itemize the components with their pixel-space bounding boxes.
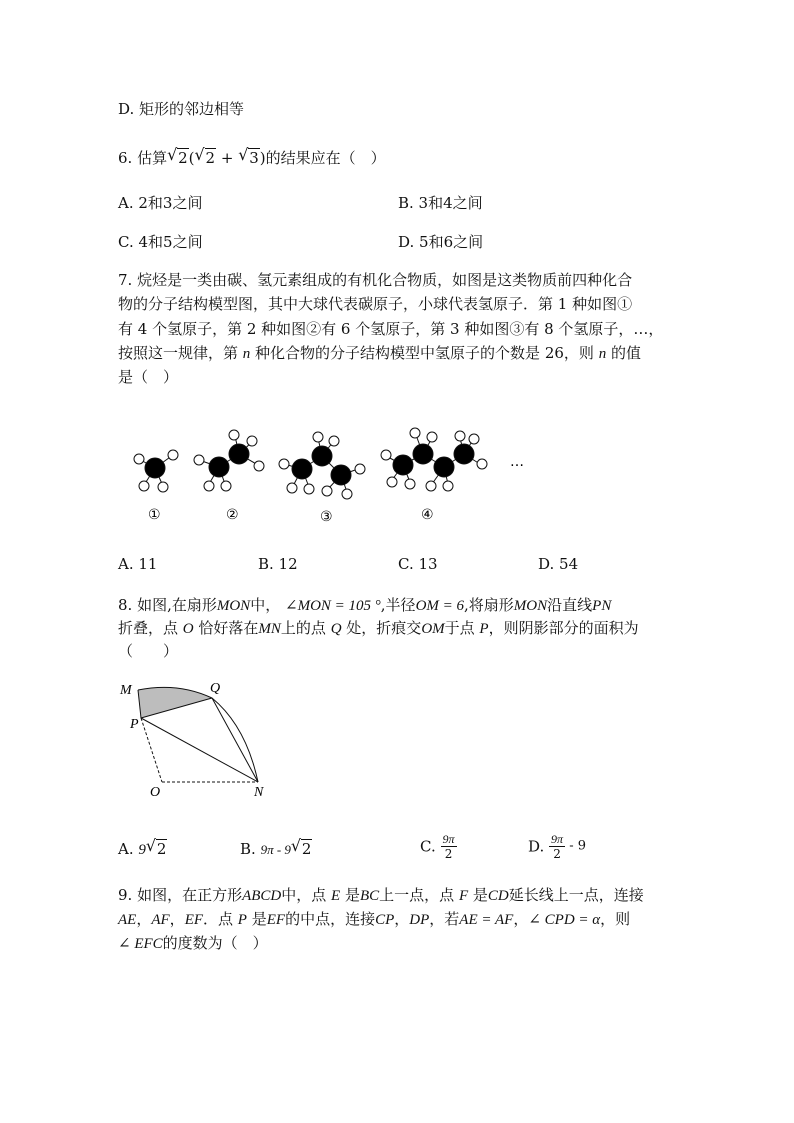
q9-line-3: ∠ EFC的度数为（ ） [118,934,268,952]
q7-line-5: 是（ ） [118,368,179,386]
q7-option-c: C. 13 [398,555,438,573]
q7-line-2: 物的分子结构模型图，其中大球代表碳原子，小球代表氢原子．第 1 种如图① [118,295,633,313]
q7-option-d: D. 54 [538,555,579,573]
q6-plus: + [220,149,234,167]
q6-stem: 6. 估算√ 2(√ 2 + √ 3)的结果应在（ ） [118,147,386,169]
q9-line-2: AE，AF，EF．点 P 是EF的中点，连接CP，DP，若AE = AF，∠ CPD = α，则 [118,910,631,928]
q6-radical-outer: √ 2 [168,147,189,169]
q6-suffix: 的结果应在（ ） [265,149,386,167]
q7-line-1: 7. 烷烃是一类由碳、氢元素组成的有机化合物质，如图是这类物质前四种化合 [118,271,633,289]
fig-label-3: ③ [320,509,333,525]
q8-line-1: 8. 如图,在扇形MON中， ∠MON = 105 °,半径OM = 6,将扇形MON沿直线PN [118,596,612,614]
q8-option-d: D. $\frac{9\pi}{2}$ - 9 [528,832,586,861]
molecule-3 [279,432,365,499]
fig-label-4: ④ [421,507,434,523]
q5-option-d: D. 矩形的邻边相等 [118,100,245,118]
q7-option-b: B. 12 [258,555,298,573]
label-M: M [120,683,132,698]
q6-radical-a: √ 2 [196,147,217,169]
q6-option-a: A. 2和3之间 [118,194,203,212]
q7-molecule-figure [118,418,548,528]
label-P: P [130,717,139,732]
q8-sector-figure [118,678,278,806]
q8-option-a: A. 9√ 2 [118,838,167,861]
q7-line-3: 有 4 个氢原子，第 2 种如图②有 6 个氢原子，第 3 种如图③有 8 个氢原子，…， [118,320,664,338]
label-O: O [150,785,161,800]
q8-line-3: （ ） [118,642,179,660]
fig-label-2: ② [226,507,239,523]
molecule-4 [381,428,487,491]
q6-option-b: B. 3和4之间 [398,194,483,212]
q6-radical-b: √ 3 [239,147,260,169]
fig-ellipsis: … [510,454,524,470]
q6-option-d: D. 5和6之间 [398,233,484,251]
molecule-1 [134,450,178,492]
q8-option-c: C. $\frac{9\pi}{2}$ [420,832,455,861]
q6-prefix: 6. 估算 [118,149,168,167]
fig-label-1: ① [148,507,161,523]
q7-line-4: 按照这一规律，第 n 种化合物的分子结构模型中氢原子的个数是 26，则 n 的值 [118,344,641,362]
q9-line-1: 9. 如图，在正方形ABCD中，点 E 是BC上一点，点 F 是CD延长线上一点，连接 [118,886,644,904]
molecule-2 [194,430,264,491]
q6-option-c: C. 4和5之间 [118,233,203,251]
label-Q: Q [210,681,221,696]
shaded-region [138,687,212,718]
label-N: N [254,785,264,800]
q7-option-a: A. 11 [118,555,158,573]
q8-option-b: B. 9π - 9√ 2 [240,838,312,861]
q8-line-2: 折叠，点 O 恰好落在MN上的点 Q 处，折痕交OM于点 P，则阴影部分的面积为 [118,619,639,637]
